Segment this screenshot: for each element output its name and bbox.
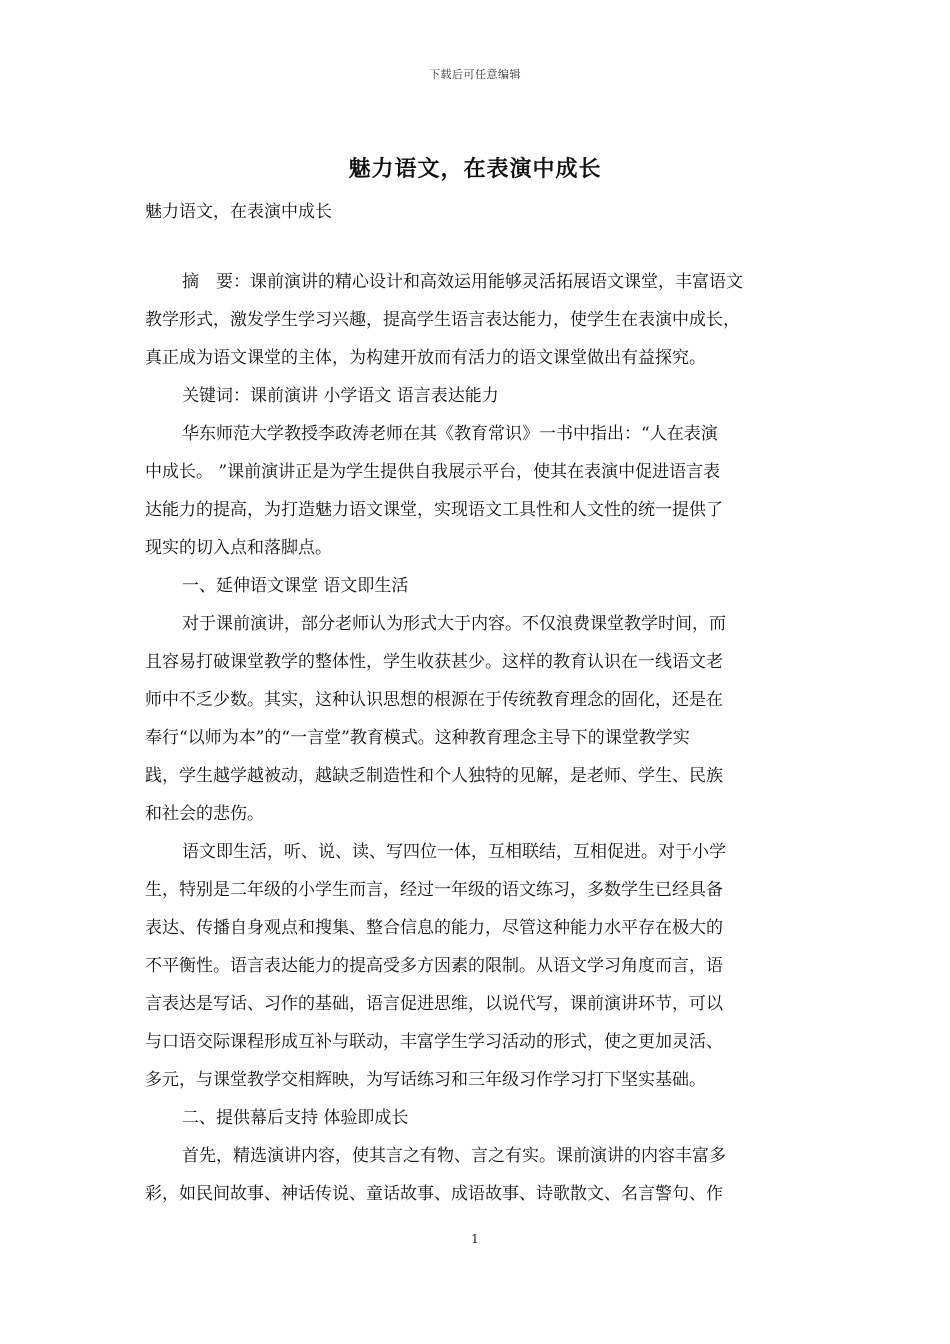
page-header-note: 下载后可任意编辑	[429, 68, 521, 81]
paragraph-line: 奉行“以师为本”的“一言堂”教育模式。这种教育理念主导下的课堂教学实	[145, 728, 690, 748]
abstract-line: 真正成为语文课堂的主体，为构建开放而有活力的语文课堂做出有益探究。	[145, 348, 706, 368]
document-title: 魅力语文，在表演中成长	[348, 156, 602, 182]
paragraph-line: 和社会的悲伤。	[145, 804, 264, 824]
keywords-line: 关键词：课前演讲 小学语文 语言表达能力	[182, 386, 499, 406]
abstract-line: 摘 要：课前演讲的精心设计和高效运用能够灵活拓展语文课堂，丰富语文	[182, 272, 743, 292]
paragraph-line: 不平衡性。语言表达能力的提高受多方因素的限制。从语文学习角度而言，语	[145, 956, 723, 976]
paragraph-line: 与口语交际课程形成互补与联动，丰富学生学习活动的形式，使之更加灵活、	[145, 1032, 723, 1052]
document-subtitle: 魅力语文，在表演中成长	[145, 202, 332, 222]
paragraph-line: 首先，精选演讲内容，使其言之有物、言之有实。课前演讲的内容丰富多	[182, 1146, 726, 1166]
paragraph-line: 中成长。 ”课前演讲正是为学生提供自我展示平台，使其在表演中促进语言表	[145, 462, 721, 482]
section-heading: 一、延伸语文课堂 语文即生活	[182, 576, 409, 596]
paragraph-line: 践，学生越学越被动，越缺乏制造性和个人独特的见解，是老师、学生、民族	[145, 766, 723, 786]
page-number: 1	[471, 1232, 479, 1246]
paragraph-line: 华东师范大学教授李政涛老师在其《教育常识》一书中指出：“人在表演	[182, 424, 718, 444]
paragraph-line: 多元，与课堂教学交相辉映，为写话练习和三年级习作学习打下坚实基础。	[145, 1070, 706, 1090]
paragraph-line: 表达、传播自身观点和搜集、整合信息的能力，尽管这种能力水平存在极大的	[145, 918, 723, 938]
paragraph-line: 言表达是写话、习作的基础，语言促进思维，以说代写，课前演讲环节，可以	[145, 994, 723, 1014]
paragraph-line: 彩，如民间故事、神话传说、童话故事、成语故事、诗歌散文、名言警句、作	[145, 1184, 723, 1204]
paragraph-line: 对于课前演讲，部分老师认为形式大于内容。不仅浪费课堂教学时间，而	[182, 614, 726, 634]
paragraph-line: 生，特别是二年级的小学生而言，经过一年级的语文练习，多数学生已经具备	[145, 880, 723, 900]
paragraph-line: 达能力的提高，为打造魅力语文课堂，实现语文工具性和人文性的统一提供了	[145, 500, 723, 520]
paragraph-line: 师中不乏少数。其实，这种认识思想的根源在于传统教育理念的固化，还是在	[145, 690, 723, 710]
section-heading: 二、提供幕后支持 体验即成长	[182, 1108, 409, 1128]
paragraph-line: 现实的切入点和落脚点。	[145, 538, 332, 558]
blank-line	[145, 231, 810, 263]
paragraph-line: 且容易打破课堂教学的整体性，学生收获甚少。这样的教育认识在一线语文老	[145, 652, 723, 672]
abstract-line: 教学形式，激发学生学习兴趣，提高学生语言表达能力，使学生在表演中成长，	[145, 310, 740, 330]
document-body	[145, 193, 810, 1213]
paragraph-line: 语文即生活，听、说、读、写四位一体，互相联结，互相促进。对于小学	[182, 842, 726, 862]
